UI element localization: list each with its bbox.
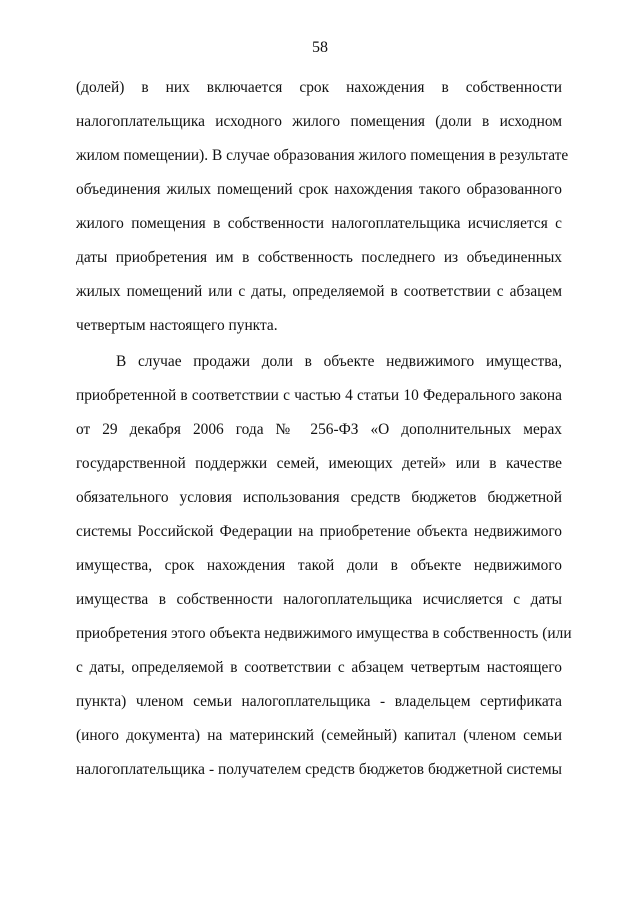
text-line: имущества в собственности налогоплательщика исчисляется с даты	[76, 591, 562, 608]
text-line: объединения жилых помещений срок нахождения такого образованного	[76, 181, 562, 198]
text-line: системы Российской Федерации на приобретение объекта недвижимого	[76, 523, 562, 540]
text-line: жилом помещении). В случае образования жилого помещения в результате	[76, 147, 569, 164]
text-line: обязательного условия использования средств бюджетов бюджетной	[76, 489, 562, 506]
text-line: четвертым настоящего пункта.	[76, 317, 278, 334]
text-line: приобретенной в соответствии с частью 4 статьи 10 Федерального закона	[76, 387, 562, 404]
text-line: налогоплательщика исходного жилого помещения (доли в исходном	[76, 113, 562, 130]
text-line: пункта) членом семьи налогоплательщика - владельцем сертификата	[76, 693, 562, 710]
text-line: имущества, срок нахождения такой доли в объекте недвижимого	[76, 557, 562, 574]
text-line: налогоплательщика - получателем средств бюджетов бюджетной системы	[76, 761, 562, 778]
text-line: от 29 декабря 2006 года № 256-ФЗ «О дополнительных мерах	[76, 421, 562, 438]
text-line: (долей) в них включается срок нахождения в собственности	[76, 79, 562, 96]
text-line: (иного документа) на материнский (семейный) капитал (членом семьи	[76, 727, 562, 744]
page-number: 58	[312, 39, 328, 56]
text-line: В случае продажи доли в объекте недвижимого имущества,	[116, 353, 562, 370]
text-line: жилого помещения в собственности налогоплательщика исчисляется с	[76, 215, 562, 232]
text-line: с даты, определяемой в соответствии с абзацем четвертым настоящего	[76, 659, 562, 676]
text-line: даты приобретения им в собственность последнего из объединенных	[76, 249, 562, 266]
text-line: государственной поддержки семей, имеющих детей» или в качестве	[76, 455, 562, 472]
text-line: жилых помещений или с даты, определяемой в соответствии с абзацем	[76, 283, 562, 300]
text-line: приобретения этого объекта недвижимого имущества в собственность (или	[76, 625, 572, 642]
